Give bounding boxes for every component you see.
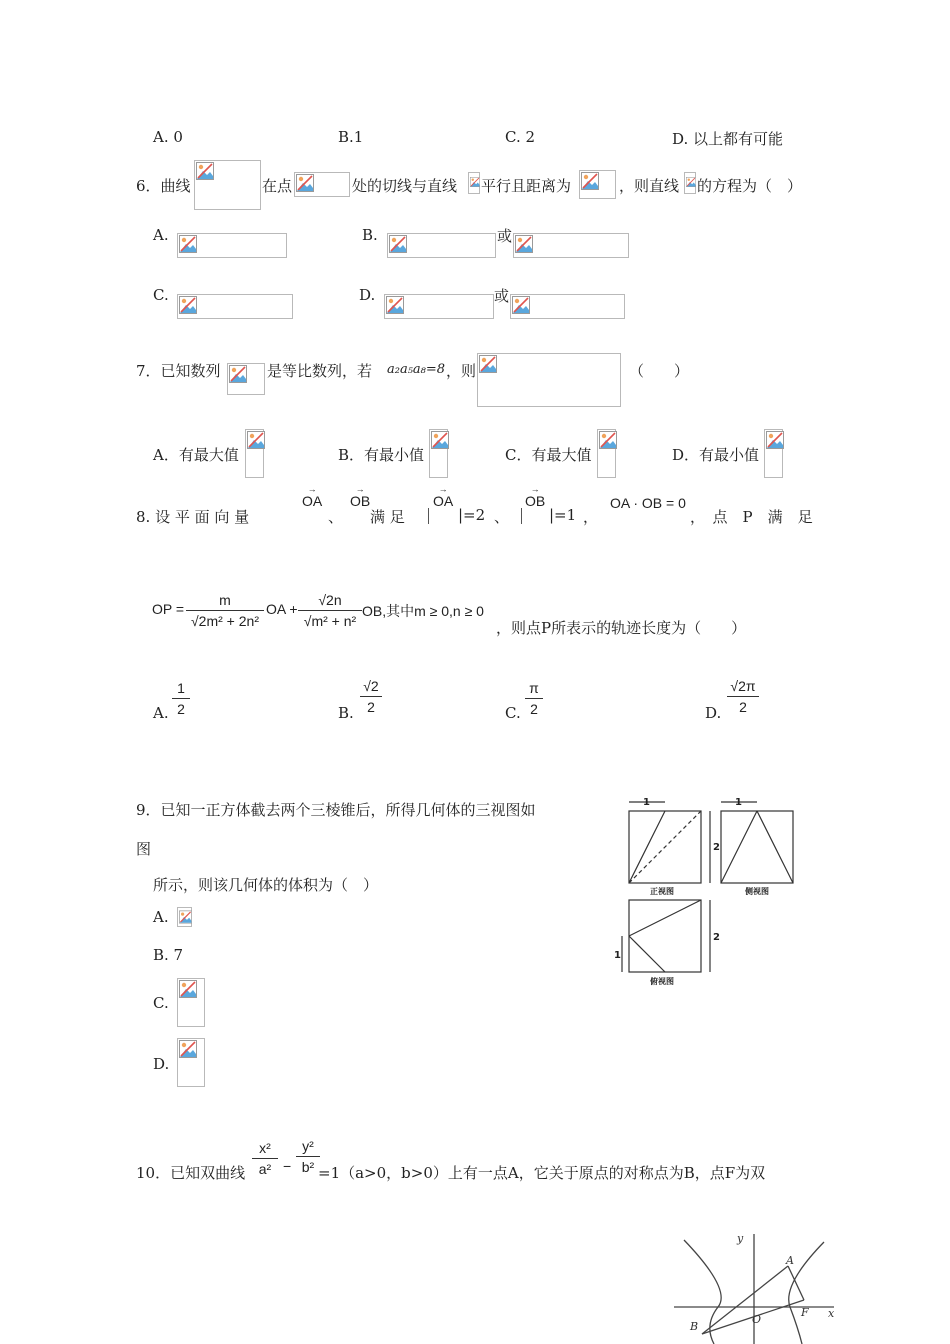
q8-option-c-fraction: $\frac{\pi}{2}$ <box>525 680 543 717</box>
q7-sequence-image <box>227 363 265 395</box>
q7-option-b: B．有最小值 <box>338 446 425 464</box>
q8-eq-ob: |=1 <box>549 506 577 524</box>
q7-expression-image <box>477 353 621 407</box>
q8-option-d-fraction: $\frac{√2\pi}{2}$ <box>727 678 759 715</box>
y-axis-label: y <box>737 1232 744 1245</box>
q6-text-2: 处的切线与直线 <box>352 177 458 195</box>
q6-option-d-or: 或 <box>494 287 510 305</box>
front-dim-label: 1 <box>643 797 650 808</box>
top-view-caption: 俯视图 <box>650 977 674 986</box>
q5-option-d: D. 以上都有可能 <box>672 130 784 148</box>
q8-abs-bar <box>428 508 429 524</box>
q8-option-d-label: D. <box>705 704 722 722</box>
q8-option-c-label: C. <box>505 704 521 722</box>
q8-abs-oa: → OA <box>433 493 453 509</box>
q6-stem-start: 6．曲线 <box>136 177 191 195</box>
q5-option-c: C. 2 <box>505 128 536 146</box>
q6-option-b-label: B. <box>362 226 378 244</box>
q6-text-5: 的方程为（ ） <box>697 177 803 195</box>
broken-image-icon <box>479 355 497 373</box>
broken-image-icon <box>179 980 197 998</box>
broken-image-icon <box>179 296 197 314</box>
q8-option-b-label: B. <box>338 704 354 722</box>
q9-stem-line-1: 9．已知一正方体截去两个三棱锥后，所得几何体的三视图如 <box>136 801 536 819</box>
hyperbola-right-branch <box>789 1242 824 1344</box>
side-dim-label: 1 <box>735 797 742 808</box>
q5-option-a: A. 0 <box>153 128 183 146</box>
q8-option-a-label: A. <box>153 704 169 722</box>
broken-image-icon <box>581 172 599 190</box>
q8-op-lhs: OP = <box>152 601 185 617</box>
q6-option-a-label: A. <box>153 226 169 244</box>
q7-option-b-image <box>429 429 448 478</box>
broken-image-icon <box>470 174 480 190</box>
top-dim-label-1: 1 <box>614 950 621 961</box>
broken-image-icon <box>766 431 784 449</box>
q8-option-a-fraction: $\frac{1}{2}$ <box>172 680 190 717</box>
q6-line-l-image <box>684 172 696 194</box>
q7-option-c-image <box>597 429 616 478</box>
top-view-edge-2 <box>629 936 665 972</box>
q7-text-2: ，则 <box>446 362 477 380</box>
broken-image-icon <box>599 431 617 449</box>
q9-option-a-label: A. <box>153 908 169 926</box>
q6-option-c-label: C. <box>153 286 169 304</box>
broken-image-icon <box>386 296 404 314</box>
q7-answer-blank: （ ） <box>629 362 690 380</box>
top-view-square <box>629 900 701 972</box>
side-view-caption: 侧视图 <box>745 887 769 896</box>
q6-distance-image <box>579 170 616 199</box>
x-axis-label: x <box>828 1307 835 1320</box>
broken-image-icon <box>247 431 265 449</box>
q8-fraction-1: $\frac{m}{\text{√2m² + 2n²}}$ <box>186 592 264 629</box>
point-a-label: A <box>786 1254 794 1267</box>
front-view-edge <box>629 811 665 883</box>
broken-image-icon <box>515 235 533 253</box>
q6-curve-image <box>194 160 261 210</box>
q9-option-b: B. 7 <box>153 946 184 964</box>
origin-label: O <box>752 1313 762 1326</box>
top-view-edge-1 <box>629 900 701 936</box>
q8-abs-ob: → OB <box>525 493 545 509</box>
q6-option-d-image-1 <box>384 294 494 319</box>
q7-option-c: C．有最大值 <box>505 446 592 464</box>
top-dim-label-2: 2 <box>713 932 720 943</box>
q6-option-b-image-1 <box>387 233 496 258</box>
q8-option-b-fraction: $\frac{√2}{2}$ <box>360 678 382 715</box>
q9-stem-line-3: 所示，则该几何体的体积为（ ） <box>153 876 379 894</box>
q6-option-b-image-2 <box>513 233 629 258</box>
q8-text-satisfy: 满 足 <box>370 508 405 526</box>
q5-option-b: B.1 <box>338 128 364 146</box>
q6-option-d-label: D. <box>359 286 376 304</box>
q9-option-d-image <box>177 1038 205 1087</box>
q8-sep-2: 、 <box>494 508 510 526</box>
side-view-square <box>721 811 793 883</box>
q8-dot-product: OA · OB = 0 <box>610 495 686 511</box>
point-f-label: F <box>801 1306 809 1319</box>
q7-option-a: A．有最大值 <box>153 446 239 464</box>
q10-y-fraction: $\frac{\text{y²}}{\text{b²}}$ <box>296 1138 320 1175</box>
q8-oa-term: OA + <box>266 601 298 617</box>
segment-af <box>788 1266 804 1300</box>
q6-option-b-or: 或 <box>497 227 513 245</box>
broken-image-icon <box>512 296 530 314</box>
segment-ab <box>702 1266 788 1334</box>
broken-image-icon <box>179 909 192 925</box>
q8-question-tail: ，则点P所表示的轨迹长度为（ ） <box>496 619 747 637</box>
broken-image-icon <box>686 174 696 190</box>
q6-line-image <box>468 172 480 194</box>
front-dim-label-2: 2 <box>713 842 720 853</box>
q7-condition: a₂a₅a₈=8 <box>387 362 446 377</box>
q8-ob-term: OB,其中m ≥ 0,n ≥ 0 <box>362 603 484 619</box>
side-view-edge-right <box>757 811 793 883</box>
q10-x-fraction: $\frac{\text{x²}}{\text{a²}}$ <box>252 1140 278 1177</box>
q10-stem-start: 10．已知双曲线 <box>136 1164 246 1182</box>
q6-text-4: ，则直线 <box>619 177 680 195</box>
q7-stem-start: 7．已知数列 <box>136 362 221 380</box>
three-view-figure <box>612 792 812 988</box>
broken-image-icon <box>179 235 197 253</box>
q7-text-1: 是等比数列，若 <box>267 362 373 380</box>
q6-text-3: 平行且距离为 <box>481 177 572 195</box>
q8-fraction-2: $\frac{√2n}{\text{√m² + n²}}$ <box>298 592 362 629</box>
q9-option-c-label: C. <box>153 994 169 1012</box>
hyperbola-figure <box>674 1230 840 1344</box>
broken-image-icon <box>179 1040 197 1058</box>
q6-option-c-image <box>177 294 293 319</box>
broken-image-icon <box>296 174 314 192</box>
broken-image-icon <box>196 162 214 180</box>
q9-option-d-label: D. <box>153 1055 170 1073</box>
q7-option-a-image <box>245 429 264 478</box>
q7-option-d: D．有最小值 <box>672 446 760 464</box>
front-view-hidden-edge <box>629 811 701 883</box>
q6-point-image <box>294 172 350 197</box>
point-b-label: B <box>690 1320 699 1333</box>
broken-image-icon <box>229 365 247 383</box>
q9-option-c-image <box>177 978 205 1027</box>
side-view-edge-left <box>721 811 757 883</box>
q6-text-1: 在点 <box>262 177 293 195</box>
q8-text-point: ， 点 P 满 足 <box>690 508 813 526</box>
front-view-caption: 正视图 <box>650 887 674 896</box>
q6-option-a-image <box>177 233 287 258</box>
q8-comma: ， <box>583 508 599 526</box>
q9-stem-line-2: 图 <box>136 840 152 858</box>
q8-eq-oa: |=2 <box>458 506 486 524</box>
q9-option-a-image <box>177 907 192 927</box>
q10-minus: − <box>283 1158 292 1174</box>
q7-option-d-image <box>764 429 783 478</box>
q8-vector-oa: → OA <box>302 493 322 509</box>
broken-image-icon <box>389 235 407 253</box>
q10-stem-rest: =1（a>0，b>0）上有一点A，它关于原点的对称点为B，点F为双 <box>318 1164 766 1182</box>
q8-vector-ob: → OB <box>350 493 370 509</box>
q8-sep-1: 、 <box>328 508 344 526</box>
broken-image-icon <box>431 431 449 449</box>
q6-option-d-image-2 <box>510 294 625 319</box>
q8-stem-start: 8. 设 平 面 向 量 <box>136 508 250 526</box>
q8-abs-bar <box>521 508 522 524</box>
